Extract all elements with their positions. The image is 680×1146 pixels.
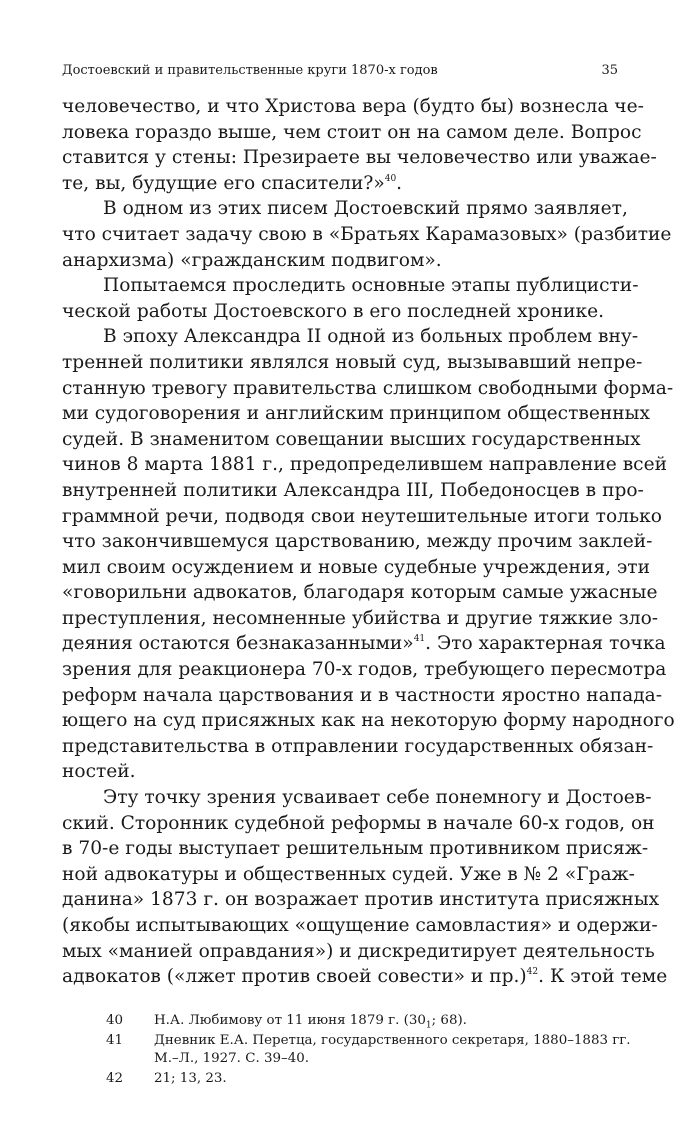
- footnote-41: [106, 1032, 631, 1067]
- text-line: (якобы испытывающих «ощущение самовластия» и одержи-: [62, 915, 658, 936]
- text-line: ностей.: [62, 761, 136, 783]
- text-line: преступления, несомненные убийства и другие тяжкие зло-: [62, 607, 659, 629]
- text-line: ский. Сторонник судебной реформы в начале 60-х годов, он: [62, 812, 655, 834]
- text-line: ческой работы Достоевского в его последней хронике.: [62, 300, 605, 322]
- footnote-text: [154, 1032, 631, 1067]
- footnote-ref-42: 42: [526, 967, 539, 978]
- paragraph-start: Попытаемся проследить основные этапы публицисти-: [103, 275, 639, 297]
- text-line: в 70-е годы выступает решительным противником присяж-: [62, 838, 649, 860]
- text-line: ющего на суд присяжных как на некоторую форму народного: [62, 710, 675, 732]
- footnote-subscript: 1: [425, 1020, 432, 1031]
- text-line: мых «манией оправдания») и дискредитирует деятельность: [62, 940, 655, 962]
- text-line: анархизма) «гражданским подвигом».: [62, 249, 442, 271]
- footnote-line: М.–Л., 1927. С. 39–40.: [154, 1050, 309, 1066]
- text-line: что считает задачу свою в «Братьях Карамазовых» (разбитие: [62, 223, 672, 245]
- text-line: тренней политики являлся новый суд, вызывавший непре-: [62, 351, 643, 373]
- footnote-text: [154, 1012, 620, 1029]
- text-line: мил своим осуждением и новые судебные учреждения, эти: [62, 556, 650, 578]
- footnote-text-part: ; 68).: [431, 1013, 467, 1028]
- paragraph-start: В одном из этих писем Достоевский прямо заявляет,: [103, 198, 628, 220]
- text-fragment: деяния остаются безнаказанными»: [62, 633, 414, 655]
- footnote-number: 42: [106, 1071, 124, 1087]
- footnote-ref-40: 40: [384, 173, 397, 184]
- text-line: представительства в отправлении государственных обязан-: [62, 735, 654, 757]
- text-fragment: адвокатов («лжет против своей совести» и пр.): [62, 966, 527, 988]
- running-head-title: Достоевский и правительственные круги 1870-х годов: [62, 62, 438, 78]
- paragraph-start: В эпоху Александра II одной из больных проблем вну-: [103, 326, 639, 348]
- text-line: чинов 8 марта 1881 г., предопределившем направление всей: [62, 454, 667, 476]
- text-fragment: . Это характерная точка: [425, 633, 666, 655]
- text-line: [62, 964, 668, 990]
- page-number: 35: [601, 62, 618, 78]
- footnote-text: 21; 13, 23.: [154, 1071, 227, 1087]
- text-line: ной адвокатуры и общественных судей. Уже в № 2 «Граж-: [62, 863, 635, 885]
- footnote-line: Дневник Е.А. Перетца, государственного секретаря, 1880–1883 гг.: [154, 1033, 631, 1049]
- main-text: [62, 94, 675, 990]
- text-line: ставится у стены: Презираете вы человечество или уважае-: [62, 147, 657, 169]
- text-line: судей. В знаменитом совещании высших государственных: [62, 428, 641, 450]
- footnote-42: [106, 1070, 620, 1087]
- footnotes: [106, 1012, 631, 1091]
- text-line: ми судоговорения и английским принципом общественных: [62, 403, 650, 425]
- footnote-text-part: Н.А. Любимову от 11 июня 1879 г. (30: [154, 1013, 426, 1028]
- text-fragment: . К этой теме: [538, 966, 668, 988]
- text-line: те, вы, будущие его спасители?»$^{40}$.: [62, 172, 403, 194]
- text-line: данина» 1873 г. он возражает против института присяжных: [62, 889, 660, 911]
- text-line: [62, 631, 666, 657]
- footnote-number: 41: [106, 1033, 124, 1049]
- text-line: человечество, и что Христова вера (будто бы) вознесла че-: [62, 96, 644, 117]
- text-line: что закончившемуся царствованию, между прочим заклей-: [62, 531, 653, 553]
- footnote-ref-41: 41: [413, 634, 426, 645]
- footnote-40: [106, 1012, 620, 1029]
- text-line: станную тревогу правительства слишком свободными форма-: [62, 377, 674, 399]
- paragraph-start: Эту точку зрения усваивает себе понемногу и Достоев-: [103, 787, 652, 809]
- text-line: внутренней политики Александра III, Победоносцев в про-: [62, 479, 644, 501]
- text-line: зрения для реакционера 70-х годов, требующего пересмотра: [62, 659, 667, 681]
- text-line: ловека гораздо выше, чем стоит он на самом деле. Вопрос: [62, 121, 642, 143]
- text-line: граммной речи, подводя свои неутешительные итоги только: [62, 505, 662, 527]
- footnote-number: 40: [106, 1013, 124, 1028]
- running-head: [62, 58, 618, 82]
- text-line: реформ начала царствования и в частности яростно напада-: [62, 684, 663, 706]
- text-line: «говорильни адвокатов, благодаря которым самые ужасные: [62, 582, 658, 604]
- text-fragment: те, вы, будущие его спасители?»: [62, 172, 385, 194]
